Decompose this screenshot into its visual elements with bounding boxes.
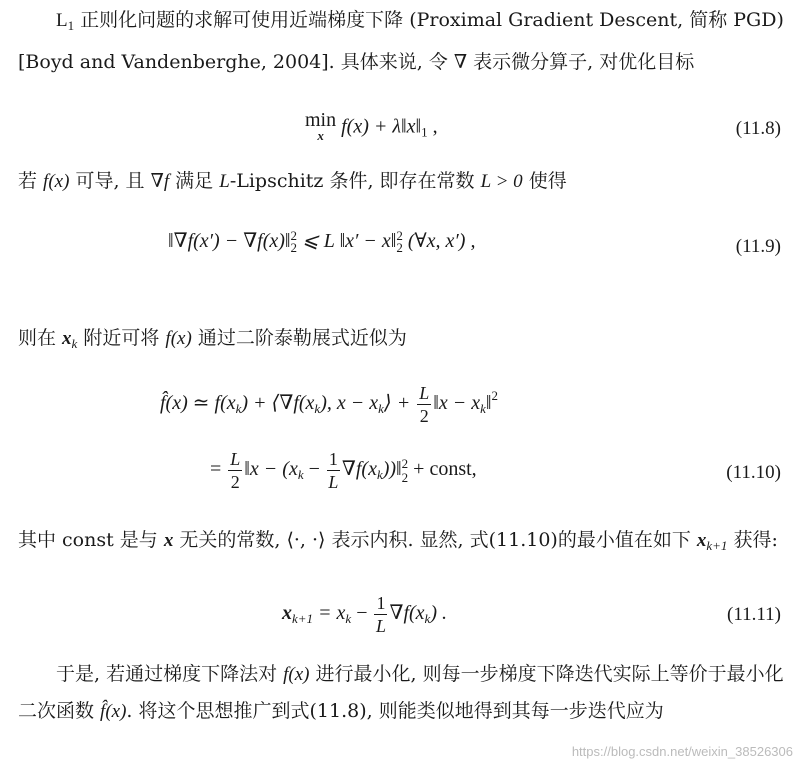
paragraph-intro xyxy=(18,2,790,80)
equation-11-9-body: ‖∇f(x′) − ∇f(x)‖ 2 2 ⩽ L ‖x′ − x‖ 2 2 (∀x, x′) , xyxy=(168,228,476,256)
taylor-expansion: f̂(x) ≃ $f(x_k)$ + $⟨\nabla f(x_k)$, $x - x_k⟩$ + $\frac{L}{2}$ ‖x − $x_k‖^2$ xyxy=(160,383,499,426)
equation-11-10 xyxy=(0,448,807,508)
objective-expression: f(x) + λ‖x‖ xyxy=(341,115,422,138)
paragraph-minimum: 其中 const 是与 x 无关的常数, ⟨·, ·⟩ 表示内积. 显然, 式(11.10)的最小值在如下 $x_{k+1}$ 获得: xyxy=(18,529,778,553)
csdn-watermark: https://blog.csdn.net/weixin_38526306 xyxy=(571,744,793,759)
l1-subscript: 1 xyxy=(67,18,75,33)
equation-11-8-body: min x $f(x) + \lambda‖x‖_1$ , xyxy=(305,109,438,143)
paragraph-lipschitz: 若 f(x) 可导, 且 ∇f 满足 L-Lipschitz 条件, 即存在常数 L > 0 使得 xyxy=(18,170,567,192)
min-operator: min x xyxy=(305,109,337,143)
intro-text: 正则化问题的求解可使用近端梯度下降 (Proximal Gradient Descent, 简称 PGD) [Boyd and Vandenberghe, 2004]. 具体来说, 令 ∇ 表示微分算子, 对优化目标 xyxy=(18,9,784,73)
equation-number: (11.10) xyxy=(726,462,781,483)
equation-taylor-line1 xyxy=(0,380,807,430)
equation-11-11 xyxy=(0,592,807,648)
equation-11-10-body: = $\frac{L}{2}$ ‖x − ($x_k$ − $\frac{1}{L}$ $\nabla f(x_k))‖$ 2 2 + const, xyxy=(210,449,477,492)
paragraph-taylor: 则在 $x_k$ 附近可将 f(x) 通过二阶泰勒展式近似为 xyxy=(18,327,407,351)
fraction-l-over-2: $\frac{L}{2}$ xyxy=(419,383,430,426)
l1-symbol: L xyxy=(56,10,68,31)
paragraph-conclusion: 于是, 若通过梯度下降法对 f(x) 进行最小化, 则每一步梯度下降迭代实际上等价于最小化二次函数 f̂(x). 将这个思想推广到式(11.8), 则能类似地得到其每一步迭代应为 xyxy=(18,663,784,722)
equation-number: (11.11) xyxy=(727,604,781,625)
equation-11-8 xyxy=(0,109,807,162)
equation-number: (11.8) xyxy=(735,118,781,139)
equation-11-9 xyxy=(0,228,807,278)
equation-number: (11.9) xyxy=(735,236,781,257)
equation-11-11-body: $x_{k+1} = x_k$ − $\frac{1}{L}$ $\nabla f(x_k)$ . xyxy=(282,593,447,636)
